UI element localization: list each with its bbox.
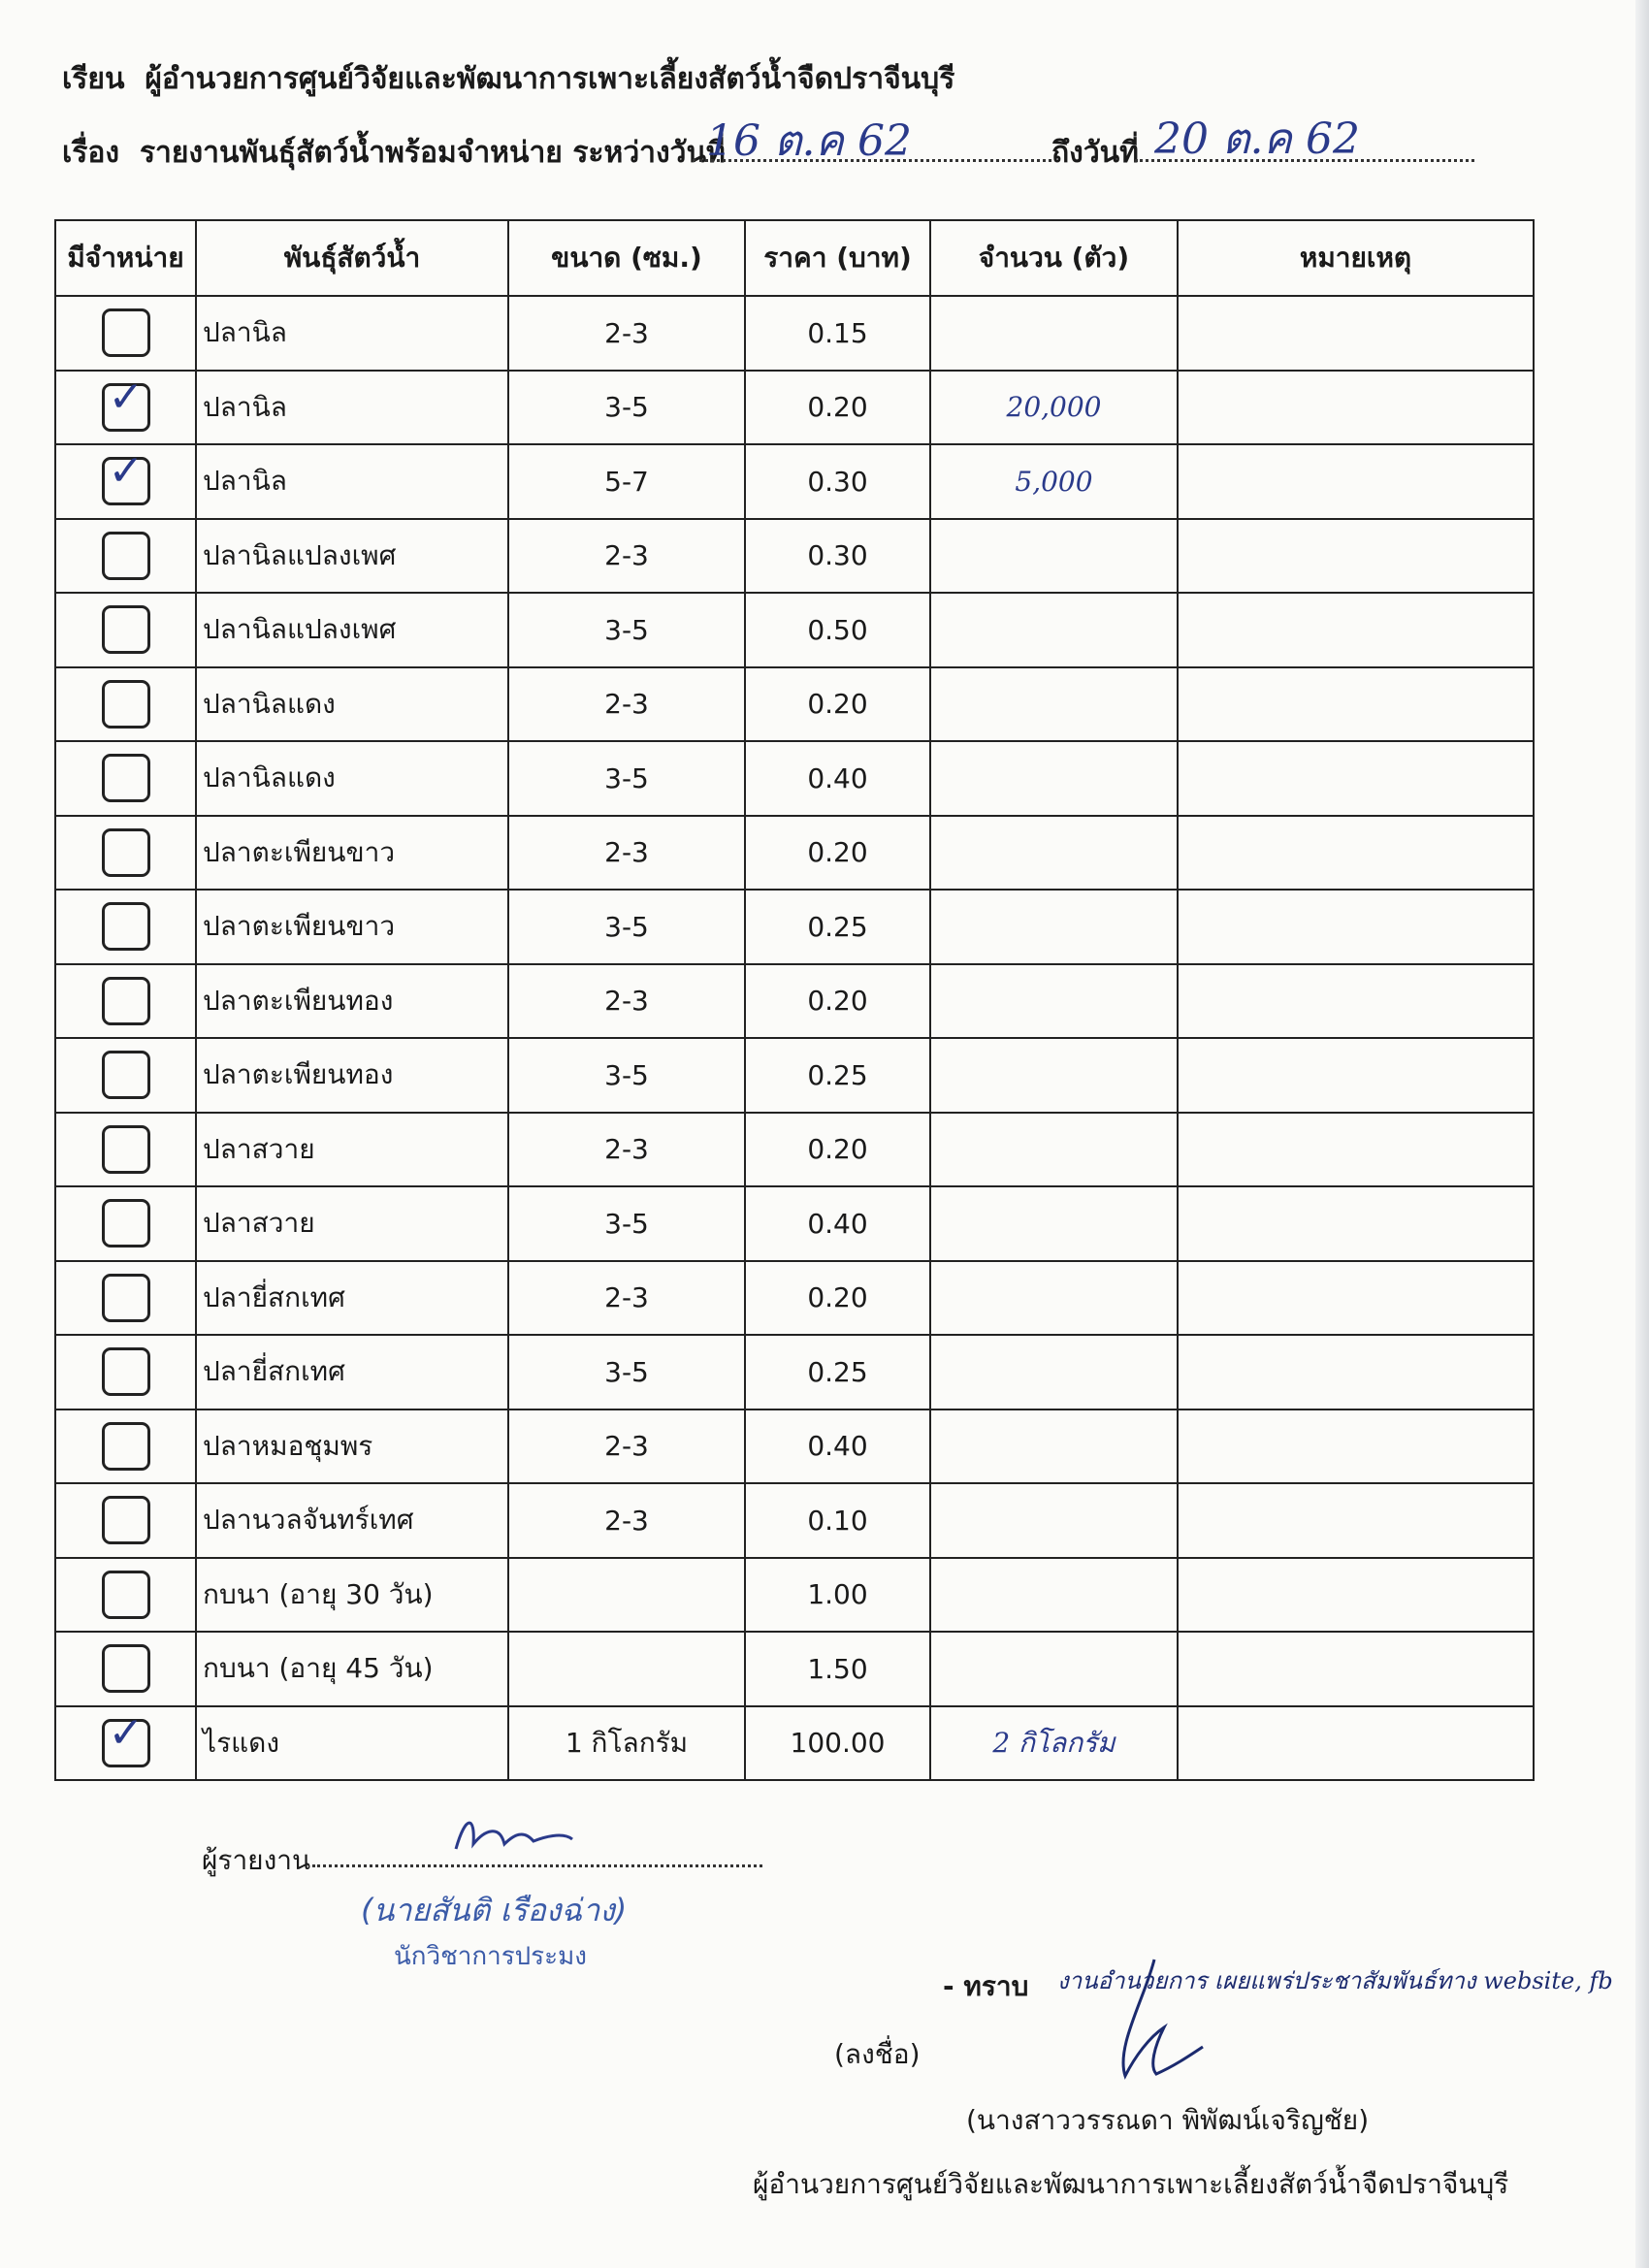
check-mark-icon: ✓ [108, 1707, 145, 1758]
note-cell [1178, 1038, 1534, 1113]
price-cell: 1.50 [745, 1632, 930, 1706]
available-cell [55, 964, 196, 1039]
price-cell: 0.40 [745, 1409, 930, 1484]
col-size: ขนาด (ซม.) [508, 220, 745, 296]
quantity-cell [930, 890, 1178, 964]
table-row [55, 890, 1534, 964]
note-cell [1178, 964, 1534, 1039]
available-checkbox[interactable] [102, 1644, 150, 1693]
available-cell [55, 667, 196, 742]
reporter-name: (นายสันติ เรืองฉ่าง) [361, 1892, 628, 1928]
price-cell: 100.00 [745, 1706, 930, 1781]
quantity-cell [930, 1261, 1178, 1336]
quantity-cell [930, 519, 1178, 594]
species-cell: กบนา (อายุ 45 วัน) [196, 1632, 508, 1706]
species-cell: ปลาสวาย [196, 1113, 508, 1187]
table-row [55, 1113, 1534, 1187]
available-checkbox[interactable] [102, 1051, 150, 1099]
available-cell [55, 1706, 196, 1781]
size-cell: 3-5 [508, 1038, 745, 1113]
species-cell: ปลาตะเพียนขาว [196, 890, 508, 964]
available-cell [55, 1038, 196, 1113]
size-cell: 2-3 [508, 296, 745, 371]
species-cell: ปลายี่สกเทศ [196, 1335, 508, 1409]
available-cell [55, 1261, 196, 1336]
stock-table [54, 219, 1535, 1781]
price-cell: 0.15 [745, 296, 930, 371]
price-cell: 0.30 [745, 444, 930, 519]
table-row [55, 296, 1534, 371]
note-cell [1178, 1483, 1534, 1558]
size-cell: 2-3 [508, 1409, 745, 1484]
table-row [55, 741, 1534, 816]
price-cell: 0.20 [745, 1113, 930, 1187]
available-cell [55, 519, 196, 594]
director-signature [1096, 1950, 1212, 2095]
col-quantity: จำนวน (ตัว) [930, 220, 1178, 296]
species-cell: ปลานิลแดง [196, 667, 508, 742]
note-cell [1178, 816, 1534, 891]
available-checkbox[interactable] [102, 605, 150, 654]
size-cell: 3-5 [508, 1186, 745, 1261]
approval-note: งานอำนวยการ เผยแพร่ประชาสัมพันธ์ทาง website, fb [1057, 1967, 1613, 1994]
available-checkbox[interactable] [102, 977, 150, 1025]
quantity-cell [930, 1113, 1178, 1187]
price-cell: 0.25 [745, 1335, 930, 1409]
table-row [55, 371, 1534, 445]
species-cell: ปลานิล [196, 296, 508, 371]
available-checkbox[interactable] [102, 532, 150, 580]
table-row [55, 1409, 1534, 1484]
size-cell: 2-3 [508, 1113, 745, 1187]
size-cell [508, 1558, 745, 1633]
scan-edge [1635, 0, 1649, 2268]
quantity-cell [930, 1186, 1178, 1261]
table-row [55, 1038, 1534, 1113]
size-cell: 3-5 [508, 593, 745, 667]
size-cell: 1 กิโลกรัม [508, 1706, 745, 1781]
note-cell [1178, 1261, 1534, 1336]
table-row [55, 1335, 1534, 1409]
price-cell: 0.30 [745, 519, 930, 594]
note-cell [1178, 1186, 1534, 1261]
available-cell [55, 890, 196, 964]
species-cell: ปลานวลจันทร์เทศ [196, 1483, 508, 1558]
available-checkbox[interactable] [102, 446, 150, 505]
price-cell: 0.10 [745, 1483, 930, 1558]
price-cell: 0.20 [745, 371, 930, 445]
species-cell: กบนา (อายุ 30 วัน) [196, 1558, 508, 1633]
price-cell: 0.20 [745, 964, 930, 1039]
table-row [55, 593, 1534, 667]
size-cell: 3-5 [508, 1335, 745, 1409]
note-cell [1178, 741, 1534, 816]
table-body [55, 296, 1534, 1780]
note-cell [1178, 1558, 1534, 1633]
available-checkbox[interactable] [102, 1707, 150, 1767]
available-checkbox[interactable] [102, 372, 150, 432]
to-line [62, 56, 954, 102]
available-cell [55, 444, 196, 519]
quantity-cell: 20,000 [930, 371, 1178, 445]
quantity-cell: 5,000 [930, 444, 1178, 519]
note-cell [1178, 296, 1534, 371]
table-row [55, 1186, 1534, 1261]
from-date: 16 ต.ค 62 [706, 116, 912, 166]
available-checkbox[interactable] [102, 1347, 150, 1396]
table-row [55, 1706, 1534, 1781]
species-cell: ปลานิลแดง [196, 741, 508, 816]
available-cell [55, 593, 196, 667]
species-cell: ปลานิลแปลงเพศ [196, 519, 508, 594]
table-row [55, 1632, 1534, 1706]
col-species: พันธุ์สัตว์น้ำ [196, 220, 508, 296]
species-cell: ปลานิล [196, 444, 508, 519]
size-cell: 5-7 [508, 444, 745, 519]
price-cell: 0.20 [745, 1261, 930, 1336]
size-cell: 2-3 [508, 667, 745, 742]
check-mark-icon: ✓ [108, 372, 145, 422]
available-cell [55, 1632, 196, 1706]
size-cell: 2-3 [508, 519, 745, 594]
price-cell: 0.40 [745, 741, 930, 816]
available-cell [55, 1558, 196, 1633]
director-name: (นางสาววรรณดา พิพัฒน์เจริญชัย) [966, 2104, 1370, 2136]
species-cell: ปลาหมอชุมพร [196, 1409, 508, 1484]
quantity-cell [930, 1632, 1178, 1706]
sign-label: (ลงชื่อ) [834, 2038, 921, 2070]
size-cell: 3-5 [508, 741, 745, 816]
quantity-cell [930, 964, 1178, 1039]
table-row [55, 519, 1534, 594]
col-available: มีจำหน่าย [55, 220, 196, 296]
species-cell: ปลานิล [196, 371, 508, 445]
acknowledge-label: - ทราบ [943, 1970, 1029, 2002]
available-cell [55, 816, 196, 891]
to-date-label: ถึงวันที่ [1051, 136, 1139, 170]
price-cell: 0.25 [745, 1038, 930, 1113]
to-label: เรียน [62, 62, 125, 96]
available-cell [55, 1186, 196, 1261]
available-checkbox[interactable] [102, 1571, 150, 1619]
available-cell [55, 371, 196, 445]
size-cell: 2-3 [508, 816, 745, 891]
table-row [55, 444, 1534, 519]
species-cell: ปลาตะเพียนทอง [196, 964, 508, 1039]
table-row [55, 1558, 1534, 1633]
available-cell [55, 296, 196, 371]
available-checkbox[interactable] [102, 1199, 150, 1247]
available-checkbox[interactable] [102, 754, 150, 802]
subject-text: รายงานพันธุ์สัตว์น้ำพร้อมจำหน่าย ระหว่างวันที่ [139, 136, 726, 170]
note-cell [1178, 890, 1534, 964]
available-cell [55, 741, 196, 816]
size-cell: 3-5 [508, 890, 745, 964]
note-cell [1178, 593, 1534, 667]
available-cell [55, 1409, 196, 1484]
quantity-cell [930, 1409, 1178, 1484]
note-cell [1178, 1335, 1534, 1409]
available-checkbox[interactable] [102, 902, 150, 951]
size-cell: 2-3 [508, 1261, 745, 1336]
available-checkbox[interactable] [102, 680, 150, 729]
subject-line [62, 130, 726, 176]
size-cell: 3-5 [508, 371, 745, 445]
species-cell: ปลาสวาย [196, 1186, 508, 1261]
col-note: หมายเหตุ [1178, 220, 1534, 296]
price-cell: 0.20 [745, 816, 930, 891]
reporter-position: นักวิชาการประมง [394, 1942, 587, 1971]
quantity-cell [930, 816, 1178, 891]
species-cell: ไรแดง [196, 1706, 508, 1781]
size-cell: 2-3 [508, 964, 745, 1039]
quantity-cell: 2 กิโลกรัม [930, 1706, 1178, 1781]
note-cell [1178, 371, 1534, 445]
subject-label: เรื่อง [62, 136, 120, 170]
price-cell: 0.20 [745, 667, 930, 742]
table-row [55, 667, 1534, 742]
price-cell: 0.25 [745, 890, 930, 964]
price-cell: 0.40 [745, 1186, 930, 1261]
available-cell [55, 1335, 196, 1409]
available-checkbox[interactable] [102, 1274, 150, 1322]
quantity-cell [930, 1483, 1178, 1558]
species-cell: ปลาตะเพียนขาว [196, 816, 508, 891]
reporter-label: ผู้รายงาน [202, 1844, 311, 1876]
size-cell: 2-3 [508, 1483, 745, 1558]
available-cell [55, 1113, 196, 1187]
quantity-cell [930, 667, 1178, 742]
table-row [55, 1483, 1534, 1558]
quantity-cell [930, 296, 1178, 371]
quantity-cell [930, 593, 1178, 667]
price-cell: 1.00 [745, 1558, 930, 1633]
available-checkbox[interactable] [102, 828, 150, 877]
available-checkbox[interactable] [102, 1496, 150, 1544]
size-cell [508, 1632, 745, 1706]
available-cell [55, 1483, 196, 1558]
check-mark-icon: ✓ [108, 446, 145, 497]
quantity-cell [930, 1038, 1178, 1113]
to-text: ผู้อำนวยการศูนย์วิจัยและพัฒนาการเพาะเลี้ยงสัตว์น้ำจืดปราจีนบุรี [145, 62, 955, 96]
note-cell [1178, 1706, 1534, 1781]
note-cell [1178, 1409, 1534, 1484]
to-date: 20 ต.ค 62 [1154, 114, 1360, 164]
table-header [55, 220, 1534, 296]
table-row [55, 816, 1534, 891]
quantity-cell [930, 741, 1178, 816]
available-checkbox[interactable] [102, 1422, 150, 1471]
species-cell: ปลาตะเพียนทอง [196, 1038, 508, 1113]
available-checkbox[interactable] [102, 1125, 150, 1174]
table-row [55, 964, 1534, 1039]
table-row [55, 1261, 1534, 1336]
director-position: ผู้อำนวยการศูนย์วิจัยและพัฒนาการเพาะเลี้ยงสัตว์น้ำจืดปราจีนบุรี [753, 2168, 1509, 2200]
quantity-cell [930, 1558, 1178, 1633]
note-cell [1178, 519, 1534, 594]
available-checkbox[interactable] [102, 308, 150, 357]
reporter-signature [446, 1810, 582, 1868]
species-cell: ปลานิลแปลงเพศ [196, 593, 508, 667]
species-cell: ปลายี่สกเทศ [196, 1261, 508, 1336]
note-cell [1178, 667, 1534, 742]
price-cell: 0.50 [745, 593, 930, 667]
quantity-cell [930, 1335, 1178, 1409]
note-cell [1178, 1113, 1534, 1187]
note-cell [1178, 1632, 1534, 1706]
col-price: ราคา (บาท) [745, 220, 930, 296]
note-cell [1178, 444, 1534, 519]
